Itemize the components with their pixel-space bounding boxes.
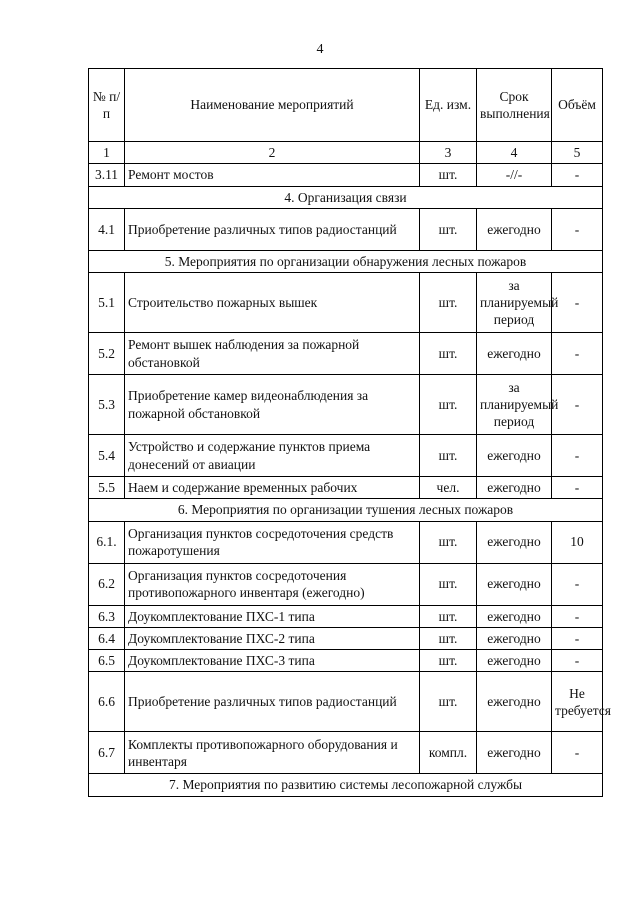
row-number: 4.1 bbox=[89, 208, 125, 250]
volume-cell: - bbox=[552, 627, 603, 649]
column-number: 1 bbox=[89, 142, 125, 164]
activity-name: Ремонт вышек наблюдения за пожарной обстановкой bbox=[125, 333, 420, 375]
term-cell: ежегодно bbox=[477, 477, 552, 499]
activity-name: Организация пунктов сосредоточения противопожарного инвентаря (ежегодно) bbox=[125, 563, 420, 605]
column-numbers-row bbox=[89, 142, 603, 164]
volume-cell: - bbox=[552, 650, 603, 672]
column-number: 5 bbox=[552, 142, 603, 164]
table-row bbox=[89, 477, 603, 499]
table-row bbox=[89, 273, 603, 333]
term-cell: ежегодно bbox=[477, 627, 552, 649]
table-row bbox=[89, 605, 603, 627]
unit-cell: шт. bbox=[420, 650, 477, 672]
column-number: 4 bbox=[477, 142, 552, 164]
table-row bbox=[89, 333, 603, 375]
page-number: 4 bbox=[316, 42, 324, 57]
volume-cell: - bbox=[552, 563, 603, 605]
activity-name: Доукомплектование ПХС-3 типа bbox=[125, 650, 420, 672]
table-row bbox=[89, 627, 603, 649]
section-title: 7. Мероприятия по развитию системы лесопожарной службы bbox=[89, 774, 603, 796]
activity-name: Ремонт мостов bbox=[125, 164, 420, 186]
section-title: 4. Организация связи bbox=[89, 186, 603, 208]
activity-name: Приобретение камер видеонаблюдения за пожарной обстановкой bbox=[125, 375, 420, 435]
activity-name: Наем и содержание временных рабочих bbox=[125, 477, 420, 499]
unit-cell: чел. bbox=[420, 477, 477, 499]
row-number: 5.5 bbox=[89, 477, 125, 499]
activity-name: Доукомплектование ПХС-2 типа bbox=[125, 627, 420, 649]
table-row bbox=[89, 650, 603, 672]
volume-cell: Не требуется bbox=[552, 672, 603, 732]
term-cell: -//- bbox=[477, 164, 552, 186]
row-number: 5.1 bbox=[89, 273, 125, 333]
term-cell: ежегодно bbox=[477, 605, 552, 627]
unit-cell: шт. bbox=[420, 672, 477, 732]
unit-cell: компл. bbox=[420, 732, 477, 774]
row-number: 5.3 bbox=[89, 375, 125, 435]
row-number: 6.5 bbox=[89, 650, 125, 672]
term-cell: за планируемый период bbox=[477, 375, 552, 435]
activity-name: Приобретение различных типов радиостанций bbox=[125, 672, 420, 732]
column-number: 2 bbox=[125, 142, 420, 164]
activities-table bbox=[88, 68, 611, 797]
column-number: 3 bbox=[420, 142, 477, 164]
row-number: 6.4 bbox=[89, 627, 125, 649]
table-row bbox=[89, 164, 603, 186]
activity-name: Приобретение различных типов радиостанций bbox=[125, 208, 420, 250]
volume-cell: - bbox=[552, 435, 603, 477]
header-unit: Ед. изм. bbox=[420, 69, 477, 142]
table-row bbox=[89, 208, 603, 250]
table-row bbox=[89, 375, 603, 435]
term-cell: ежегодно bbox=[477, 732, 552, 774]
unit-cell: шт. bbox=[420, 208, 477, 250]
row-number: 5.4 bbox=[89, 435, 125, 477]
volume-cell: - bbox=[552, 605, 603, 627]
term-cell: ежегодно bbox=[477, 435, 552, 477]
term-cell: ежегодно bbox=[477, 333, 552, 375]
volume-cell: - bbox=[552, 333, 603, 375]
table-row bbox=[89, 732, 603, 774]
row-number: 6.2 bbox=[89, 563, 125, 605]
row-number: 6.1. bbox=[89, 521, 125, 563]
section-title: 6. Мероприятия по организации тушения лесных пожаров bbox=[89, 499, 603, 521]
header-term: Срок выполнения bbox=[477, 69, 552, 142]
volume-cell: - bbox=[552, 477, 603, 499]
unit-cell: шт. bbox=[420, 375, 477, 435]
table-row bbox=[89, 521, 603, 563]
header-row bbox=[89, 69, 603, 142]
term-cell: ежегодно bbox=[477, 563, 552, 605]
section-row bbox=[89, 250, 603, 272]
activity-name: Доукомплектование ПХС-1 типа bbox=[125, 605, 420, 627]
header-num: № п/п bbox=[89, 69, 125, 142]
table-body bbox=[89, 164, 611, 796]
term-cell: ежегодно bbox=[477, 650, 552, 672]
unit-cell: шт. bbox=[420, 333, 477, 375]
section-row bbox=[89, 499, 603, 521]
row-number: 6.7 bbox=[89, 732, 125, 774]
activity-name: Организация пунктов сосредоточения средств пожаротушения bbox=[125, 521, 420, 563]
activity-name: Устройство и содержание пунктов приема донесений от авиации bbox=[125, 435, 420, 477]
term-cell: ежегодно bbox=[477, 208, 552, 250]
unit-cell: шт. bbox=[420, 605, 477, 627]
unit-cell: шт. bbox=[420, 521, 477, 563]
table-row bbox=[89, 563, 603, 605]
activity-name: Комплекты противопожарного оборудования и инвентаря bbox=[125, 732, 420, 774]
unit-cell: шт. bbox=[420, 164, 477, 186]
row-number: 5.2 bbox=[89, 333, 125, 375]
term-cell: ежегодно bbox=[477, 521, 552, 563]
header-volume: Объём bbox=[552, 69, 603, 142]
row-number: 6.6 bbox=[89, 672, 125, 732]
table-row bbox=[89, 672, 603, 732]
table-row bbox=[89, 435, 603, 477]
row-number: 6.3 bbox=[89, 605, 125, 627]
volume-cell: - bbox=[552, 273, 603, 333]
volume-cell: - bbox=[552, 732, 603, 774]
section-row bbox=[89, 774, 603, 796]
unit-cell: шт. bbox=[420, 627, 477, 649]
section-row bbox=[89, 186, 603, 208]
section-title: 5. Мероприятия по организации обнаружения лесных пожаров bbox=[89, 250, 603, 272]
unit-cell: шт. bbox=[420, 563, 477, 605]
volume-cell: 10 bbox=[552, 521, 603, 563]
volume-cell: - bbox=[552, 375, 603, 435]
term-cell: за планируемый период bbox=[477, 273, 552, 333]
term-cell: ежегодно bbox=[477, 672, 552, 732]
activity-name: Строительство пожарных вышек bbox=[125, 273, 420, 333]
unit-cell: шт. bbox=[420, 435, 477, 477]
volume-cell: - bbox=[552, 208, 603, 250]
unit-cell: шт. bbox=[420, 273, 477, 333]
header-name: Наименование мероприятий bbox=[125, 69, 420, 142]
row-number: 3.11 bbox=[89, 164, 125, 186]
volume-cell: - bbox=[552, 164, 603, 186]
